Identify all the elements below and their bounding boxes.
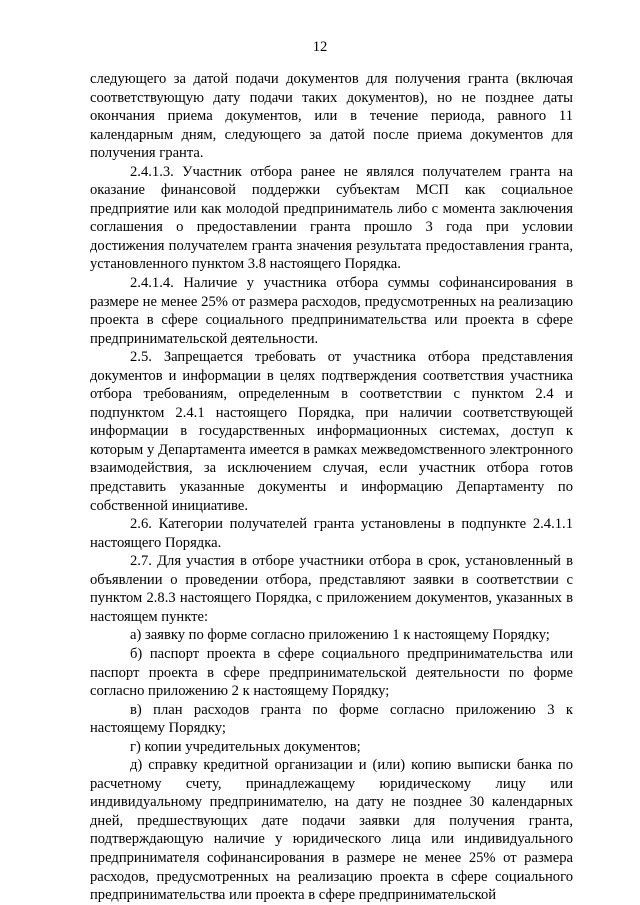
paragraph-2-4-1-3: 2.4.1.3. Участник отбора ранее не являлся получателем гранта на оказание финансовой поддержки субъектам МСП как социальное предприятие или как молодой предприниматель либо с момента заключения соглашения о предоставлении гранта прошло 3 года при условии достижения получателем гранта значения результата предоставления гранта, установленного пунктом 3.8 настоящего Порядка. (90, 163, 573, 273)
page-number: 12 (312, 39, 328, 55)
list-item-b: б) паспорт проекта в сфере социального предпринимательства или паспорт проекта в сфере предпринимательской деятельности по форме согласно приложению 2 к настоящему Порядку; (90, 645, 573, 700)
list-item-d: д) справку кредитной организации и (или) копию выписки банка по расчетному счету, принадлежащему юридическому лицу или индивидуальному предпринимателю, на дату не позднее 30 календарных дней, предшествующих дате подачи заявки для получения гранта, подтверждающую наличие у юридического лица или индивидуального предпринимателя софинансирования в размере не менее 25% от размера расходов, предусмотренных на реализацию проекта в сфере социального предпринимательства или проекта в сфере предпринимательской (90, 757, 573, 904)
paragraph-2-7: 2.7. Для участия в отборе участники отбора в срок, установленный в объявлении о проведении отбора, представляют заявки в соответствии с пунктом 2.8.3 настоящего Порядка, с приложением документов, указанных в настоящем пункте: (90, 553, 573, 625)
document-body (90, 70, 573, 905)
list-item-a: а) заявку по форме согласно приложению 1 к настоящему Порядку; (130, 627, 550, 644)
paragraph-2-6: 2.6. Категории получателей гранта установлены в подпункте 2.4.1.1 настоящего Порядка. (90, 516, 573, 551)
paragraph-2-5: 2.5. Запрещается требовать от участника отбора представления документов и информации в целях подтверждения соответствия участника отбора требованиям, определенным в соответствии с пунктом 2.4 и подпунктом 2.4.1 настоящего Порядка, при наличии соответствующей информации в государственных информационных системах, доступ к которым у Департамента имеется в рамках межведомственного электронного взаимодействия, за исключением случая, если участник отбора готов представить указанные документы и информацию Департаменту по собственной инициативе. (90, 349, 573, 514)
paragraph-continuation: следующего за датой подачи документов для получения гранта (включая соответствующую дату подачи таких документов), но не позднее даты окончания приема документов, или в течение периода, равного 11 календарным дням, следующего за датой после приема документов для получения гранта. (90, 71, 573, 162)
list-item-g: г) копии учредительных документов; (130, 738, 361, 755)
paragraph-2-4-1-4: 2.4.1.4. Наличие у участника отбора суммы софинансирования в размере не менее 25% от размера расходов, предусмотренных на реализацию проекта в сфере социального предпринимательства или проекта в сфере предпринимательской деятельности. (90, 275, 573, 347)
list-item-v: в) план расходов гранта по форме согласно приложению 3 к настоящему Порядку; (90, 701, 573, 737)
